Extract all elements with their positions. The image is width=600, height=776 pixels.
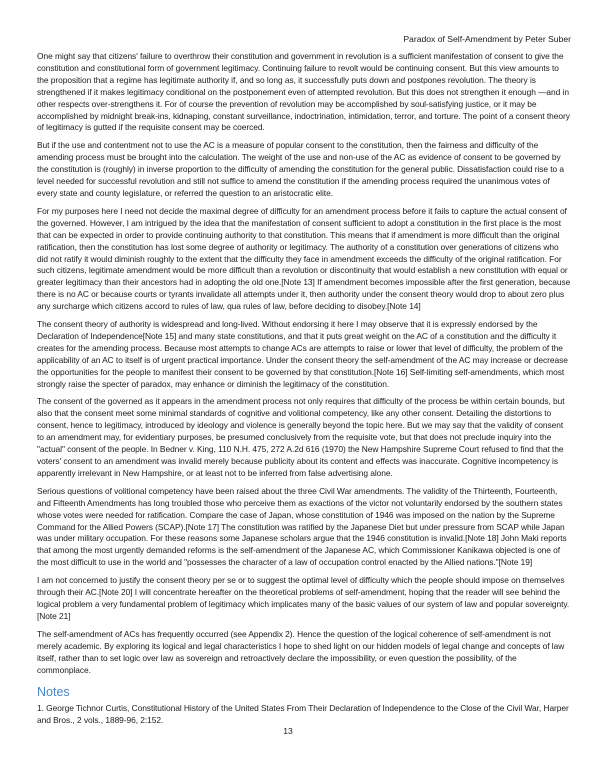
running-header-title: Paradox of Self-Amendment by Peter Suber — [403, 34, 571, 44]
paragraph-self-amendment-frequent: The self-amendment of ACs has frequently occurred (see Appendix 2). Hence the question of the logical coherence of self-amendment is not merely academic. By exploring its logical and legal characteristics I hope to shed light on our hidden models of legal change and concepts of law itself, rather than to set logic over law as sovereign and retroactively declare the impossibility, or even question the possibility, of the commonplace. — [37, 628, 565, 675]
page-content — [37, 33, 571, 727]
note-item-1: 1. George Tichnor Curtis, Constitutional History of the United States From Their Declaration of Independence to the Close of the Civil War, Harper and Bros., 2 vols., 1889-96, 2:152. — [37, 703, 569, 726]
paragraph-consent-manifestation: One might say that citizens' failure to overthrow their constitution and government in revolution is a sufficient manifestation of consent to give the constitution and constitutional form of government legitimacy. Continuing failure to revolt would be continuing consent. But this view amounts to the proposition that a regime has legitimate authority if, and so long as, it successfully puts down and postpones revolution. The theory is strengthened if it makes legitimacy conditional on the postponement even of attempted revolution. But this does not strengthen it enough —and in other respects over-strengthens it. For of course the prevention of revolution may be accomplished by soul-satisfying justice, or it may be accomplished by midnight break-ins, kidnaping, constant surveillance, indoctrination, intimidation, terror, and torture. The point of a consent theory of legitimacy is gutted if the requisite consent may be coerced. — [37, 51, 570, 133]
paragraph-consent-theory-widespread: The consent theory of authority is widespread and long-lived. Without endorsing it here I may observe that it is expressly endorsed by the Declaration of Independence[Note 15] and many state constitutions, and that it puts great weight on the AC of a constitution and the difficulty it creates for the amending process. Because most attempts to change ACs are attempts to raise or lower that level of difficulty, the problem of the applicability of an AC to itself is of urgent practical importance. Under the consent theory the self-amendment of the AC may increase or decrease the opportunities for the people to manifest their consent to be governed by that constitution.[Note 16] Self-limiting self-amendments, which most strongly raise the specter of paradox, may enhance or diminish the legitimacy of the constitution. — [37, 319, 568, 389]
paragraph-maximal-difficulty: For my purposes here I need not decide the maximal degree of difficulty for an amendment process before it fails to capture the actual consent of the governed. However, I am intrigued by the idea that the manifestation of consent sufficient to adopt a constitution in the first place is the most that can be expected in order to provide continuing authority to that constitution. This means that if amendment is more difficult than the original ratification, then the constitution has lost some degree of authority or legitimacy. The authority of a constitution over generations of citizens who did not ratify it would diminish roughly to the extent that the difficulty they face in amendment exceeds the difficulty of the original ratification. For such citizens, legitimate amendment would be more difficult than a revolution or discontinuity that would establish a new constitution with equal or greater legitimacy than their ancestors had in adopting the old one.[Note 13] If amendment becomes impossible after the first generation, because there is no AC or because courts or tyrants invalidate all attempts under it, then authority under the consent theory would drop to about zero plus any surcharge which citizens accord to rules of law, qua rules of law, before deciding to disobey.[Note 14] — [37, 205, 571, 312]
notes-heading: Notes — [37, 685, 70, 700]
body-text — [37, 51, 571, 676]
paragraph-not-concerned-to-justify: I am not concerned to justify the consent theory per se or to suggest the optimal level of difficulty which the people should impose on themselves through their AC.[Note 20] I will concentrate hereafter on the theoretical problems of self-amendment, hoping that the reader will see behind the logical problem a very fundamental problem of legitimacy which implicates many of the basic values of our system of law and popular sovereignty.[Note 21] — [37, 575, 570, 621]
paragraph-cognitive-volitional-competency: The consent of the governed as it appears in the amendment process not only requires that difficulty of the process be within certain bounds, but also that the consent meet some minimal standards of cognitive and volitional competency, like any other consent. Detailing the distortions to consent, hence to legitimacy, introduced by ideology and violence is generally beyond the topic here. But we may say that the validity of consent to an amendment may, for evidentiary purposes, be presumed conclusively from the requisite vote, but that does not preclude inquiry into the "actual" consent of the people. In Bedner v. King, 110 N.H. 475, 272 A.2d 616 (1970) the New Hampshire Supreme Court refused to find that the voters' consent to an amendment was invalid merely because publicity about its content and effects was inaccurate. Cognitive incompetency is apparently irrelevant in New Hampshire, or at least not to be inferred from false advertising alone. — [37, 396, 565, 478]
paragraph-civil-war-amendments: Serious questions of volitional competency have been raised about the three Civil War amendments. The validity of the Thirteenth, Fourteenth, and Fifteenth Amendments has long troubled those who perceive them as exactions of the victor not voluntarily endorsed by the southern states whose votes were needed for ratification. Compare the case of Japan, whose constitution of 1946 was imposed on the nation by the Supreme Command for the Allied Powers (SCAP).[Note 17] The constitution was ratified by the Japanese Diet but under pressure from SCAP while Japan was under military occupation. For these reasons some Japanese scholars argue that the 1946 constitution is invalid.[Note 18] John Maki reports that among the most urgently demanded reforms is the self-amendment of the Japanese AC, which Commissioner Kanikawa objected is one of the most difficult to use in the world and "possesses the character of a law of occupation control enacted by the Allied nations."[Note 19] — [37, 485, 567, 568]
paragraph-ac-use-measure: But if the use and contentment not to use the AC is a measure of popular consent to the constitution, then the fairness and difficulty of the amending process must be brought into the calculation. The weight of the use and non-use of the AC as evidence of consent to be governed by the constitution is (roughly) in inverse proportion to the difficulty of amending the constitution for the general public. Dissatisfaction could rise to a level needed for successful revolution and still not suffice to amend the constitution if the amending process required the unanimous votes of every state and county legislature, or referred the question to an aristocratic elite. — [37, 140, 565, 198]
page-number: 13 — [283, 726, 293, 736]
